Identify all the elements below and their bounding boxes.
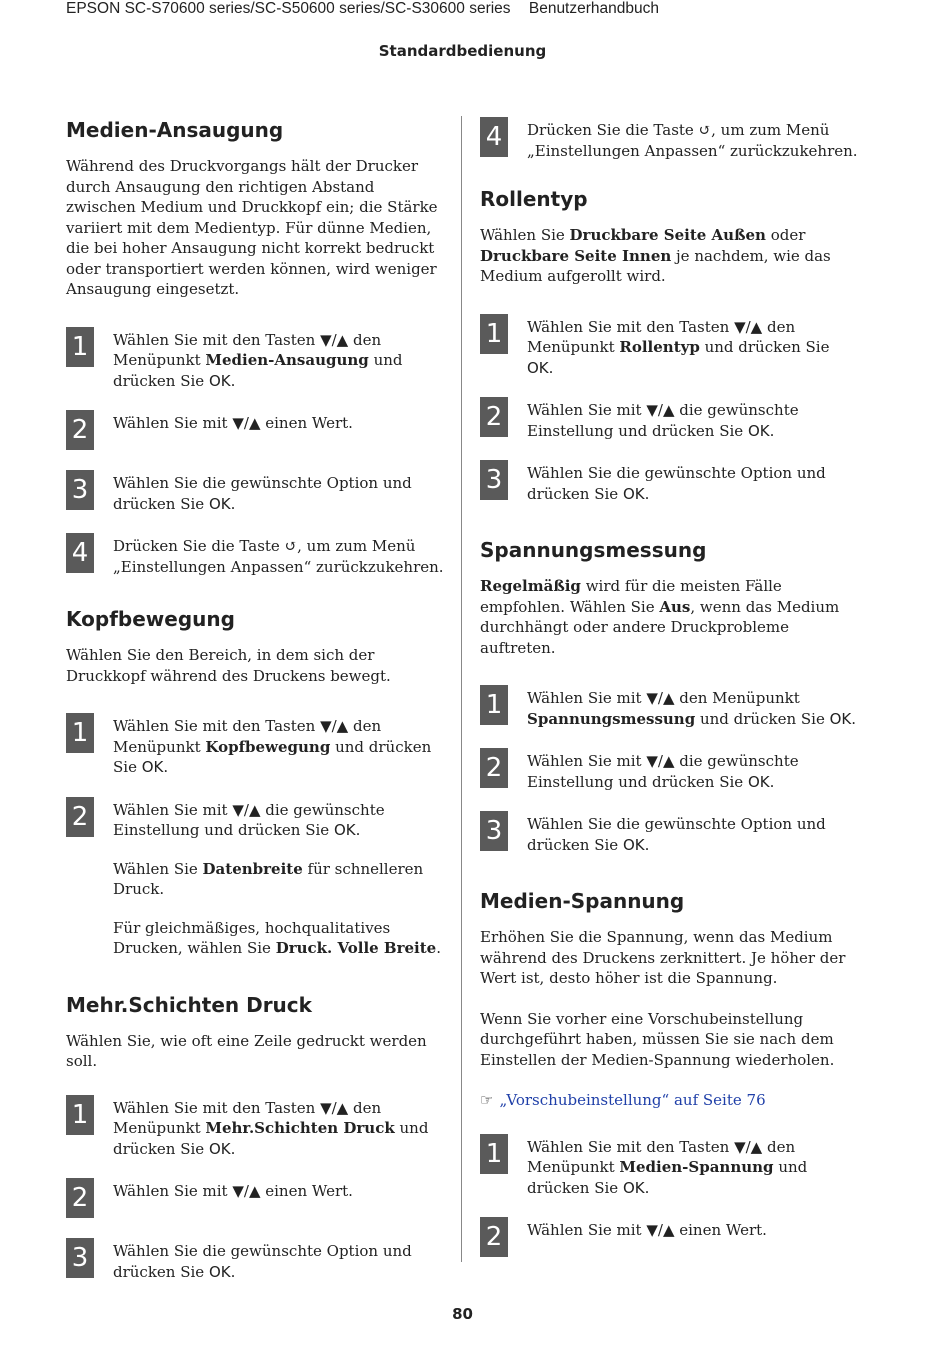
step-number: 2	[66, 797, 94, 837]
step-number: 1	[480, 314, 508, 354]
step-number: 1	[66, 1095, 94, 1135]
right-column	[480, 110, 860, 1282]
intro-mehr-schichten-druck: Wählen Sie, wie oft eine Zeile gedruckt werden soll.	[66, 1031, 427, 1070]
pointing-hand-icon: ☞	[480, 1091, 494, 1109]
heading-spannungsmessung: Spannungsmessung	[480, 538, 707, 562]
intro-medien-spannung: Erhöhen Sie die Spannung, wenn das Medium während des Druckens zerknittert. Je höher der Wert ist, desto höher ist die Spannung.	[480, 928, 846, 987]
running-header	[66, 0, 673, 18]
cross-reference	[480, 1090, 860, 1111]
step-number: 2	[66, 1178, 94, 1218]
step: 1 Wählen Sie mit den Tasten ▼/▲ den Menüpunkt Rollentyp und drücken Sie OK.	[480, 317, 860, 379]
step: 2 Wählen Sie mit ▼/▲ einen Wert.	[66, 1181, 444, 1221]
step: 3 Wählen Sie die gewünschte Option und drücken Sie OK.	[480, 814, 860, 855]
heading-medien-ansaugung: Medien-Ansaugung	[66, 118, 284, 142]
step: 2 Wählen Sie mit ▼/▲ die gewünschte Einstellung und drücken Sie OK.	[66, 800, 444, 841]
step: 2 Wählen Sie mit ▼/▲ die gewünschte Einstellung und drücken Sie OK.	[480, 400, 860, 441]
step-number: 3	[480, 460, 508, 500]
step-number: 3	[66, 1238, 94, 1278]
product-name: EPSON SC-S70600 series/SC-S50600 series/SC-S30600 series	[66, 0, 511, 17]
step-number: 3	[66, 470, 94, 510]
step: 2 Wählen Sie mit ▼/▲ einen Wert.	[66, 413, 444, 453]
intro-kopfbewegung: Wählen Sie den Bereich, in dem sich der Druckkopf während des Druckens bewegt.	[66, 646, 391, 685]
step: 1 Wählen Sie mit den Tasten ▼/▲ den Menüpunkt Medien-Ansaugung und drücken Sie OK.	[66, 330, 444, 392]
step-number: 2	[480, 748, 508, 788]
intro-spannungsmessung: Regelmäßig wird für die meisten Fälle empfohlen. Wählen Sie Aus, wenn das Medium durchhängt oder andere Druckprobleme auftreten.	[480, 577, 840, 657]
step: 3 Wählen Sie die gewünschte Option und drücken Sie OK.	[480, 463, 860, 504]
heading-medien-spannung: Medien-Spannung	[480, 889, 685, 913]
step: 4 Drücken Sie die Taste ↺, um zum Menü „Einstellungen Anpassen“ zurückzukehren.	[66, 536, 444, 577]
heading-rollentyp: Rollentyp	[480, 187, 588, 211]
step: 1 Wählen Sie mit den Tasten ▼/▲ den Menüpunkt Kopfbewegung und drücken Sie OK.	[66, 716, 444, 778]
page-number: 80	[452, 1305, 473, 1323]
step: 1 Wählen Sie mit ▼/▲ den Menüpunkt Spannungsmessung und drücken Sie OK.	[480, 688, 860, 729]
step-number: 1	[66, 327, 94, 367]
step-number: 1	[66, 713, 94, 753]
step-note: Wählen Sie Datenbreite für schnelleren Druck.	[113, 859, 424, 898]
note-medien-spannung: Wenn Sie vorher eine Vorschubeinstellung durchgeführt haben, müssen Sie sie nach dem Einstellen der Medien-Spannung wiederholen.	[480, 1009, 835, 1069]
step-number: 3	[480, 811, 508, 851]
step: 2 Wählen Sie mit ▼/▲ die gewünschte Einstellung und drücken Sie OK.	[480, 751, 860, 792]
column-divider	[461, 116, 462, 1262]
step-note: Für gleichmäßiges, hochqualitatives Drucken, wählen Sie Druck. Volle Breite.	[113, 918, 441, 957]
step-number: 1	[480, 1134, 508, 1174]
step: 3 Wählen Sie die gewünschte Option und drücken Sie OK.	[66, 473, 444, 514]
link-vorschubeinstellung[interactable]: „Vorschubeinstellung“ auf Seite 76	[499, 1091, 766, 1109]
section-header: Standardbedienung	[378, 42, 547, 60]
intro-medien-ansaugung: Während des Druckvorgangs hält der Drucker durch Ansaugung den richtigen Abstand zwischen Medium und Druckkopf ein; die Stärke variiert mit dem Medientyp. Für dünne Medien, die bei hoher Ansaugung nicht korrekt bedruckt oder transportiert werden können, wird weniger Ansaugung eingesetzt.	[66, 157, 438, 298]
intro-rollentyp: Wählen Sie Druckbare Seite Außen oder Druckbare Seite Innen je nachdem, wie das Medium aufgerollt wird.	[480, 226, 831, 285]
heading-mehr-schichten-druck: Mehr.Schichten Druck	[66, 992, 312, 1017]
step: 2 Wählen Sie mit ▼/▲ einen Wert.	[480, 1220, 860, 1260]
step: 1 Wählen Sie mit den Tasten ▼/▲ den Menüpunkt Mehr.Schichten Druck und drücken Sie OK.	[66, 1098, 444, 1160]
step: 1 Wählen Sie mit den Tasten ▼/▲ den Menüpunkt Medien-Spannung und drücken Sie OK.	[480, 1137, 860, 1199]
step-number: 4	[480, 117, 508, 157]
left-column	[66, 110, 444, 1304]
manual-name: Benutzerhandbuch	[528, 0, 659, 17]
step: 3 Wählen Sie die gewünschte Option und drücken Sie OK.	[66, 1241, 444, 1282]
step-number: 2	[480, 397, 508, 437]
step: 4 Drücken Sie die Taste ↺, um zum Menü „Einstellungen Anpassen“ zurückzukehren.	[480, 120, 860, 161]
step-number: 2	[480, 1217, 508, 1257]
step-number: 1	[480, 685, 508, 725]
heading-kopfbewegung: Kopfbewegung	[66, 607, 235, 631]
step-number: 4	[66, 533, 94, 573]
step-number: 2	[66, 410, 94, 450]
